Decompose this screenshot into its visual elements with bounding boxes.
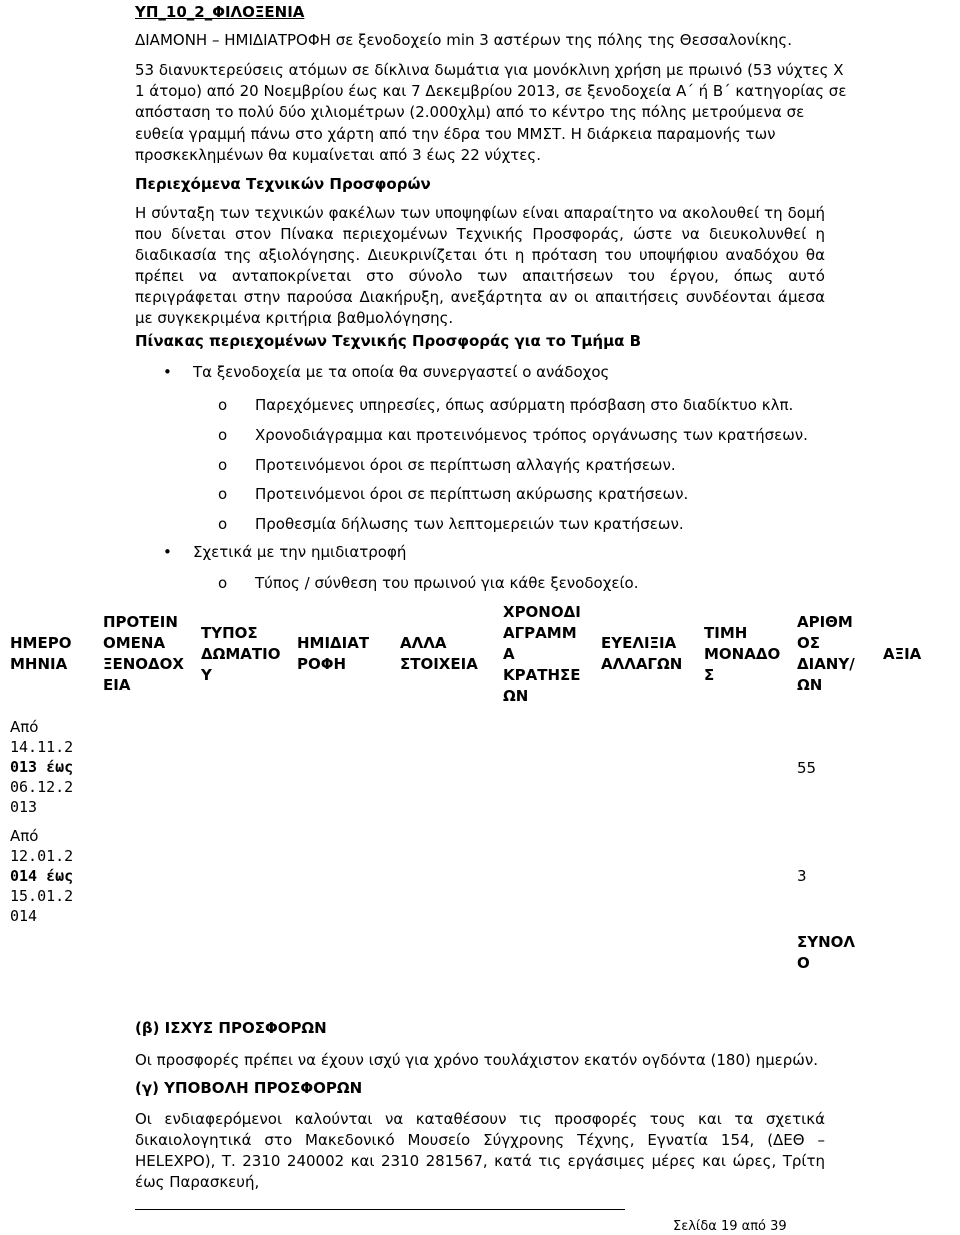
submission-heading: (γ) ΥΠΟΒΟΛΗ ΠΡΟΣΦΟΡΩΝ	[135, 1079, 363, 1097]
hotel-cell	[93, 713, 191, 822]
sub-bullet-marker: o	[218, 396, 228, 414]
bullet-marker: •	[163, 543, 172, 561]
sub-item-cancel-terms: Προτεινόμενοι όροι σε περίπτωση ακύρωσης κρατήσεων.	[255, 485, 689, 503]
intro-line-2: 1 άτομο) από 20 Νοεμβρίου έως και 7 Δεκεμβρίου 2013, σε ξενοδοχεία Α΄ ή Β΄ κατηγορίας σε	[135, 82, 847, 100]
date-line: Από	[10, 827, 39, 845]
hotel-cell	[93, 822, 191, 930]
header-change-flexibility: ΕΥΕΛΙΞΙΑ ΑΛΛΑΓΩΝ	[601, 634, 683, 673]
date-cell	[0, 822, 93, 930]
half-board-cell	[287, 713, 390, 822]
unit-price-cell	[694, 822, 787, 930]
technical-offers-paragraph: Η σύνταξη των τεχνικών φακέλων των υποψηφίων είναι απαραίτητο να ακολουθεί τη δομή που δίνεται στον Πίνακα περιεχομένων Τεχνικής Προσφοράς, ώστε να διευκολυνθεί η διαδικασία της αξιολόγησης. Διευκρινίζεται ότι η πρόταση του υποψήφιου αναδόχου θα πρέπει να ανταποκρίνεται στο σύνολο των απαιτήσεων του έργου, όπως αυτό περιγράφεται στην παρούσα Διακήρυξη, ανεξάρτητα αν οι απαιτήσεις συνδέονται άμεσα με συγκεκριμένα κριτήρια βαθμολόγησης.	[135, 204, 825, 327]
header-unit-price: ΤΙΜΗ ΜΟΝΑΔΟ Σ	[704, 623, 781, 684]
schedule-cell	[493, 713, 591, 822]
footer-divider	[135, 1209, 625, 1210]
empty-cell	[591, 930, 694, 990]
header-date: ΗΜΕΡΟ ΜΗΝΙΑ	[10, 634, 72, 673]
validity-text: Οι προσφορές πρέπει να έχουν ισχύ για χρόνο τουλάχιστον εκατόν ογδόντα (180) ημερών.	[135, 1051, 819, 1069]
value-cell	[873, 822, 940, 930]
flexibility-cell	[591, 822, 694, 930]
date-line: 12.01.2	[10, 847, 74, 865]
page-number: Σελίδα 19 από 39	[673, 1219, 787, 1234]
date-line: Από	[10, 718, 39, 736]
room-type-cell	[191, 822, 287, 930]
empty-cell	[287, 930, 390, 990]
validity-heading: (β) ΙΣΧΥΣ ΠΡΟΣΦΟΡΩΝ	[135, 1019, 327, 1037]
nights-cell: 3	[797, 867, 807, 885]
unit-price-cell	[694, 713, 787, 822]
sub-item-change-terms: Προτεινόμενοι όροι σε περίπτωση αλλαγής κρατήσεων.	[255, 456, 676, 474]
table-header-row	[0, 595, 940, 713]
nights-cell: 55	[797, 758, 817, 777]
sub-item-breakfast: Τύπος / σύνθεση του πρωινού για κάθε ξενοδοχείο.	[255, 574, 639, 592]
intro-line-4: ευθεία γραμμή πάνω στο χάρτη από την έδρα του ΜΜΣΤ. Η διάρκεια παραμονής των	[135, 125, 776, 143]
header-nights-count: ΑΡΙΘΜ ΟΣ ΔΙΑΝΥ/ ΩΝ	[797, 613, 855, 694]
half-board-cell	[287, 822, 390, 930]
sub-item-schedule: Χρονοδιάγραμμα και προτεινόμενος τρόπος οργάνωσης των κρατήσεων.	[255, 426, 808, 444]
header-proposed-hotels: ΠΡΟΤΕΙΝ ΟΜΕΝΑ ΞΕΝΟΔΟΧ ΕΙΑ	[103, 613, 184, 694]
sub-bullet-marker: o	[218, 515, 228, 533]
pricing-table	[0, 595, 940, 990]
date-line: 15.01.2	[10, 887, 74, 905]
sub-bullet-marker: o	[218, 574, 228, 592]
flexibility-cell	[591, 713, 694, 822]
table-row	[0, 822, 940, 930]
date-cell	[0, 713, 93, 822]
empty-cell	[93, 930, 191, 990]
header-room-type: ΤΥΠΟΣ ΔΩΜΑΤΙΟ Υ	[201, 623, 281, 684]
empty-cell	[493, 930, 591, 990]
date-line: 14.11.2	[10, 738, 74, 756]
sub-bullet-marker: o	[218, 426, 228, 444]
sub-bullet-marker: o	[218, 485, 228, 503]
other-details-cell	[390, 713, 493, 822]
value-cell	[873, 713, 940, 822]
schedule-cell	[493, 822, 591, 930]
sub-item-services: Παρεχόμενες υπηρεσίες, όπως ασύρματη πρόσβαση στο διαδίκτυο κλπ.	[255, 396, 794, 414]
sub-bullet-marker: o	[218, 456, 228, 474]
sub-item-deadline: Προθεσμία δήλωσης των λεπτομερειών των κρατήσεων.	[255, 515, 684, 533]
intro-line-3: απόσταση το πολύ δύο χιλιομέτρων (2.000χλμ) από το κέντρο της πόλης μετρούμενα σε	[135, 103, 805, 121]
header-half-board: ΗΜΙΔΙΑΤ ΡΟΦΗ	[297, 634, 370, 673]
document-title: ΥΠ_10_2_ΦΙΛΟΞΕΝΙΑ	[135, 3, 305, 21]
empty-cell	[191, 930, 287, 990]
section-heading-technical-offers: Περιεχόμενα Τεχνικών Προσφορών	[135, 175, 431, 193]
date-line: 014	[10, 907, 38, 925]
empty-cell	[694, 930, 787, 990]
date-line: 06.12.2	[10, 778, 74, 796]
bullet-marker: •	[163, 363, 172, 381]
date-line: 014 έως	[10, 867, 74, 885]
bullet-half-board: Σχετικά με την ημιδιατροφή	[193, 543, 407, 561]
header-booking-schedule: ΧΡΟΝΟΔΙ ΑΓΡΑΜΜ Α ΚΡΑΤΗΣΕ ΩΝ	[503, 602, 581, 705]
section-heading-contents-table: Πίνακας περιεχομένων Τεχνικής Προσφοράς για το Τμήμα Β	[135, 332, 642, 350]
room-type-cell	[191, 713, 287, 822]
empty-cell	[0, 930, 93, 990]
table-row	[0, 713, 940, 822]
empty-cell	[390, 930, 493, 990]
bullet-hotels: Τα ξενοδοχεία με τα οποία θα συνεργαστεί ο ανάδοχος	[193, 363, 610, 381]
submission-paragraph: Οι ενδιαφερόμενοι καλούνται να καταθέσουν τις προσφορές τους και τα σχετικά δικαιολογητικά στο Μακεδονικό Μουσείο Σύγχρονης Τέχνης, Εγνατία 154, (ΔΕΘ – HELEXPO), Τ. 2310 240002 και 2310 281567, κατά τις εργάσιμες μέρες και ώρες, Τρίτη έως Παρασκευή,	[135, 1110, 825, 1191]
total-label: ΣΥΝΟΛ Ο	[797, 933, 856, 972]
document-subtitle: ΔΙΑΜΟΝΗ – ΗΜΙΔΙΑΤΡΟΦΗ σε ξενοδοχείο min 3 αστέρων της πόλης της Θεσσαλονίκης.	[135, 31, 793, 49]
total-value-cell	[873, 930, 940, 990]
header-other-details: ΑΛΛΑ ΣΤΟΙΧΕΙΑ	[400, 634, 478, 673]
date-line: 013	[10, 798, 38, 816]
intro-line-1: 53 διανυκτερεύσεις ατόμων σε δίκλινα δωμάτια για μονόκλινη χρήση με πρωινό (53 νύχτες Χ	[135, 61, 844, 79]
date-line: 013 έως	[10, 758, 74, 776]
other-details-cell	[390, 822, 493, 930]
table-total-row	[0, 930, 940, 990]
header-value: ΑΞΙΑ	[883, 644, 922, 663]
intro-line-5: προσκεκλημένων θα κυμαίνεται από 3 έως 22 νύχτες.	[135, 146, 541, 164]
